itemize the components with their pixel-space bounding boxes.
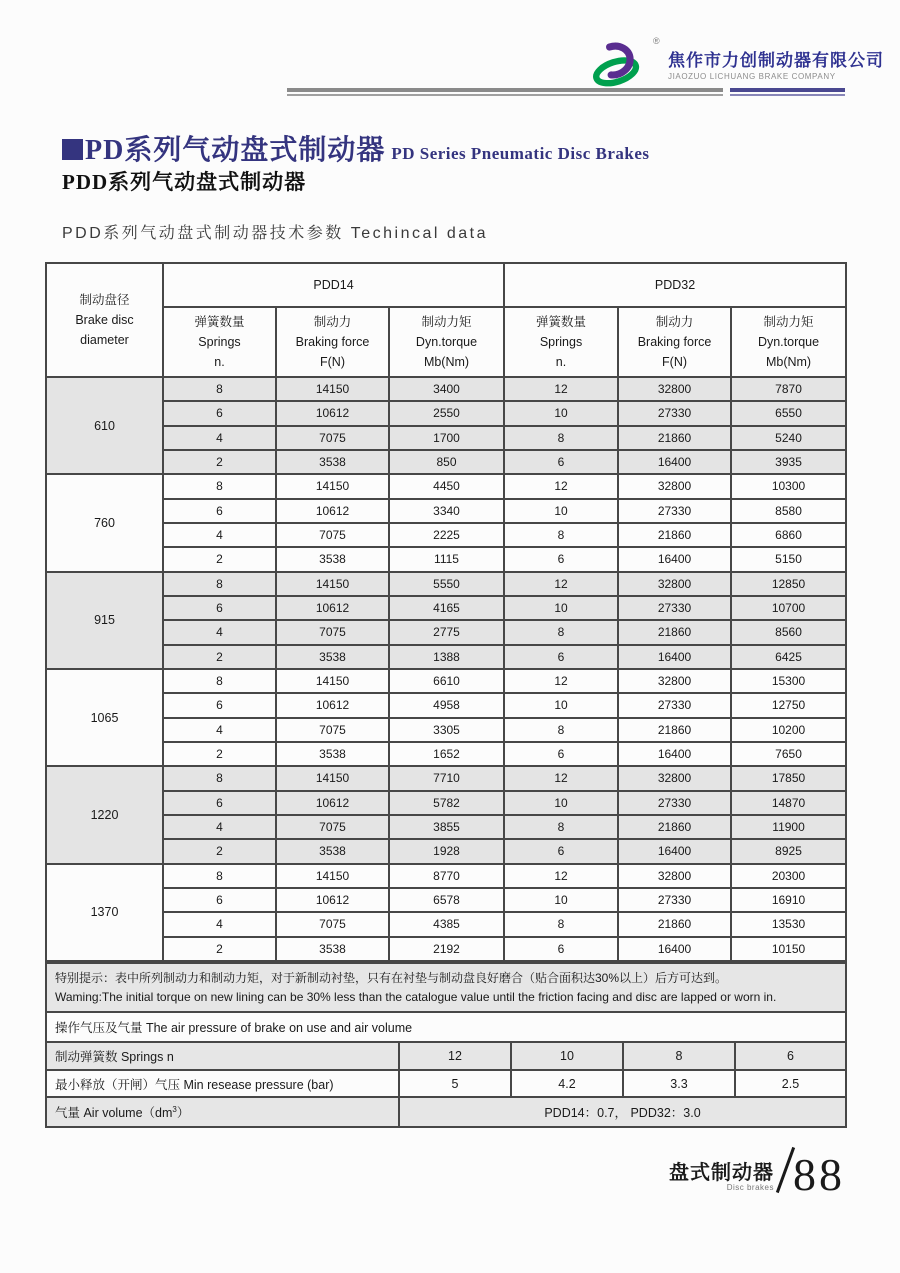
data-cell: 3538 [276,645,389,669]
data-cell: 12 [504,572,618,596]
table-row [46,888,846,912]
data-cell: 21860 [618,718,731,742]
springs-count-value: 8 [623,1042,735,1070]
table-row [46,572,846,596]
springs-count-value: 6 [735,1042,846,1070]
data-cell: 27330 [618,693,731,717]
data-cell: 27330 [618,401,731,425]
data-cell: 8 [163,377,276,401]
data-cell: 4450 [389,474,504,498]
data-cell: 3935 [731,450,846,474]
data-cell: 5782 [389,791,504,815]
data-cell: 16400 [618,450,731,474]
data-cell: 6 [163,791,276,815]
data-cell: 10 [504,401,618,425]
data-cell: 14150 [276,572,389,596]
diameter-header-cn: 制动盘径 [79,293,130,307]
column-header-line: n. [555,355,567,369]
data-cell: 6 [163,499,276,523]
data-cell: 5550 [389,572,504,596]
data-cell: 2 [163,742,276,766]
data-cell: 10200 [731,718,846,742]
notes-and-pressure-table [45,962,847,1128]
data-cell: 8580 [731,499,846,523]
data-cell: 10 [504,693,618,717]
data-cell: 4 [163,815,276,839]
springs-count-value: 12 [399,1042,511,1070]
brake-disc-diameter-cell: 610 [46,377,163,474]
column-header-line: Mb(Nm) [765,355,812,369]
brake-disc-diameter-cell: 915 [46,572,163,669]
company-name-block [668,46,884,81]
data-cell: 32800 [618,474,731,498]
page-number: 88 [793,1148,845,1200]
column-header [276,307,389,377]
data-cell: 14150 [276,474,389,498]
data-cell: 4 [163,912,276,936]
column-header-line: 弹簧数量 [536,315,587,329]
data-cell: 3538 [276,547,389,571]
table-row [46,547,846,571]
data-cell: 4 [163,718,276,742]
column-header-line: Braking force [637,335,712,349]
min-release-pressure-label: 最小释放（开闸）气压 Min resease pressure (bar) [46,1070,399,1097]
column-header-line: 制动力矩 [421,315,472,329]
data-cell: 7075 [276,815,389,839]
table-row [46,474,846,498]
header-divider-navy [730,88,845,96]
table-row [46,499,846,523]
column-header [504,307,618,377]
data-cell: 12 [504,766,618,790]
data-cell: 3538 [276,450,389,474]
table-row [46,815,846,839]
model-header-pdd32: PDD32 [504,263,846,307]
data-cell: 8 [504,815,618,839]
data-cell: 8 [163,864,276,888]
data-cell: 8 [504,718,618,742]
data-cell: 27330 [618,791,731,815]
data-cell: 2550 [389,401,504,425]
air-volume-label-prefix: 气量 Air volume（dm [55,1106,173,1120]
diameter-header-en2: diameter [80,333,129,347]
data-cell: 27330 [618,499,731,523]
data-cell: 4 [163,426,276,450]
data-cell: 6 [163,888,276,912]
data-cell: 16400 [618,937,731,961]
data-cell: 6 [504,937,618,961]
data-cell: 16910 [731,888,846,912]
data-cell: 12 [504,474,618,498]
data-cell: 10612 [276,693,389,717]
data-cell: 13530 [731,912,846,936]
min-release-pressure-value: 5 [399,1070,511,1097]
data-cell: 14870 [731,791,846,815]
footer-label-cn: 盘式制动器 [669,1162,774,1184]
data-cell: 11900 [731,815,846,839]
data-cell: 6 [504,839,618,863]
data-cell: 6 [504,742,618,766]
square-bullet-icon [62,139,83,160]
series-title-en: PD Series Pneumatic Disc Brakes [391,144,650,163]
data-cell: 10 [504,791,618,815]
header-divider-gray [287,88,723,96]
table-row [46,791,846,815]
section-title: PDD系列气动盘式制动器技术参数 Techincal data [62,225,489,242]
table-row [46,450,846,474]
data-cell: 7075 [276,718,389,742]
column-header-line: Springs [539,335,583,349]
data-cell: 5150 [731,547,846,571]
air-volume-label-suffix: ） [176,1106,190,1120]
data-cell: 3538 [276,937,389,961]
springs-count-label: 制动弹簧数 Springs n [46,1042,399,1070]
page-footer [669,1146,845,1200]
data-cell: 32800 [618,669,731,693]
column-header-line: Dyn.torque [415,335,478,349]
data-cell: 8770 [389,864,504,888]
data-cell: 10612 [276,791,389,815]
brake-disc-diameter-cell: 1220 [46,766,163,863]
column-header [618,307,731,377]
column-header-line: F(N) [320,355,345,369]
data-cell: 1928 [389,839,504,863]
column-header [163,307,276,377]
data-cell: 12750 [731,693,846,717]
data-cell: 8 [504,523,618,547]
data-cell: 10612 [276,888,389,912]
series-title [62,128,650,168]
data-cell: 8 [163,766,276,790]
springs-count-value: 10 [511,1042,623,1070]
table-row [46,426,846,450]
footer-label-block [669,1156,774,1194]
company-logo-icon [586,34,658,88]
min-release-pressure-row [46,1070,846,1097]
data-cell: 3305 [389,718,504,742]
table-row [46,912,846,936]
column-header-line: F(N) [662,355,688,369]
column-header-line: n. [214,355,225,369]
data-cell: 1115 [389,547,504,571]
diameter-column-header [46,263,163,377]
data-cell: 10700 [731,596,846,620]
data-cell: 6 [163,693,276,717]
data-cell: 6425 [731,645,846,669]
column-header-line: 制动力 [313,315,352,329]
data-cell: 32800 [618,572,731,596]
data-cell: 16400 [618,742,731,766]
registered-trademark-icon: ® [653,36,660,46]
table-row [46,742,846,766]
table-row [46,693,846,717]
data-cell: 850 [389,450,504,474]
data-cell: 6 [504,547,618,571]
model-title: PDD系列气动盘式制动器 [62,170,307,194]
data-cell: 10300 [731,474,846,498]
column-header-line: 弹簧数量 [194,315,245,329]
data-cell: 4165 [389,596,504,620]
springs-count-row [46,1042,846,1070]
data-cell: 21860 [618,912,731,936]
data-cell: 8 [163,572,276,596]
company-name-cn: 焦作市力创制动器有限公司 [668,51,884,70]
air-volume-row [46,1097,846,1127]
min-release-pressure-value: 3.3 [623,1070,735,1097]
data-cell: 32800 [618,766,731,790]
company-name-en: JIAOZUO LICHUANG BRAKE COMPANY [668,72,836,81]
data-cell: 20300 [731,864,846,888]
data-cell: 2192 [389,937,504,961]
warning-note-cell [46,963,846,1012]
data-cell: 16400 [618,547,731,571]
data-cell: 8 [163,669,276,693]
data-cell: 7075 [276,912,389,936]
data-cell: 8 [504,912,618,936]
data-cell: 6 [504,645,618,669]
model-header-pdd14: PDD14 [163,263,504,307]
data-cell: 16400 [618,645,731,669]
subcolumn-header-row [46,307,846,377]
data-cell: 2 [163,547,276,571]
data-cell: 2225 [389,523,504,547]
data-cell: 14150 [276,864,389,888]
air-volume-label-sup: 3 [172,1104,177,1114]
series-title-cn: PD系列气动盘式制动器 [85,135,386,166]
table-row [46,523,846,547]
data-cell: 6550 [731,401,846,425]
data-cell: 2 [163,839,276,863]
warning-note-cn: 特别提示：表中所列制动力和制动力矩，对于新制动衬垫，只有在衬垫与制动盘良好磨合（贴合面积达30%以上）后方可达到。 [55,970,728,985]
data-cell: 7870 [731,377,846,401]
model-group-header-row [46,263,846,307]
data-cell: 14150 [276,377,389,401]
data-cell: 4958 [389,693,504,717]
table-row [46,596,846,620]
column-header-line: Springs [198,335,241,349]
data-cell: 7075 [276,620,389,644]
data-cell: 21860 [618,815,731,839]
data-cell: 12 [504,377,618,401]
data-cell: 12 [504,669,618,693]
data-cell: 5240 [731,426,846,450]
data-cell: 3340 [389,499,504,523]
data-cell: 3855 [389,815,504,839]
brake-disc-diameter-cell: 760 [46,474,163,571]
column-header [731,307,846,377]
data-cell: 7075 [276,523,389,547]
column-header [389,307,504,377]
data-cell: 10 [504,499,618,523]
table-row [46,937,846,961]
air-pressure-title-row [46,1012,846,1042]
data-cell: 27330 [618,596,731,620]
column-header-line: Dyn.torque [757,335,820,349]
data-cell: 27330 [618,888,731,912]
data-cell: 17850 [731,766,846,790]
brake-disc-diameter-cell: 1065 [46,669,163,766]
table-row [46,839,846,863]
data-cell: 21860 [618,523,731,547]
data-cell: 1388 [389,645,504,669]
data-cell: 6 [163,596,276,620]
data-cell: 14150 [276,669,389,693]
table-row [46,620,846,644]
column-header-line: 制动力矩 [763,315,814,329]
air-volume-value: PDD14：0.7， PDD32：3.0 [399,1097,846,1127]
data-cell: 21860 [618,620,731,644]
min-release-pressure-value: 2.5 [735,1070,846,1097]
data-cell: 10612 [276,596,389,620]
column-header-line: 制动力 [655,315,694,329]
warning-note-row [46,963,846,1012]
data-cell: 2775 [389,620,504,644]
table-row [46,766,846,790]
data-cell: 3538 [276,742,389,766]
technical-data-table [45,262,847,962]
warning-note-en: Waming:The initial torque on new lining can be 30% less than the catalogue value until the friction facing and disc are lapped or worn in. [55,989,777,1004]
data-cell: 2 [163,937,276,961]
data-cell: 8560 [731,620,846,644]
data-cell: 3400 [389,377,504,401]
table-row [46,377,846,401]
table-row [46,645,846,669]
brake-disc-diameter-cell: 1370 [46,864,163,961]
data-cell: 6860 [731,523,846,547]
air-pressure-title-cell: 操作气压及气量 The air pressure of brake on use and air volume [46,1012,846,1042]
data-cell: 2 [163,450,276,474]
data-cell: 4 [163,620,276,644]
table-row [46,401,846,425]
data-cell: 21860 [618,426,731,450]
data-cell: 8 [504,620,618,644]
data-cell: 14150 [276,766,389,790]
data-cell: 6 [504,450,618,474]
data-cell: 1652 [389,742,504,766]
column-header-line: Mb(Nm) [423,355,470,369]
min-release-pressure-value: 4.2 [511,1070,623,1097]
data-cell: 12850 [731,572,846,596]
data-cell: 8 [163,474,276,498]
data-cell: 4 [163,523,276,547]
table-row [46,718,846,742]
data-cell: 15300 [731,669,846,693]
data-cell: 10 [504,596,618,620]
data-cell: 32800 [618,864,731,888]
data-cell: 16400 [618,839,731,863]
data-cell: 4385 [389,912,504,936]
data-cell: 1700 [389,426,504,450]
footer-label-en: Disc brakes [726,1183,774,1192]
data-cell: 10612 [276,499,389,523]
data-cell: 8925 [731,839,846,863]
data-cell: 8 [504,426,618,450]
data-cell: 7075 [276,426,389,450]
data-cell: 32800 [618,377,731,401]
data-cell: 12 [504,864,618,888]
data-cell: 6610 [389,669,504,693]
header-divider [287,88,845,96]
data-cell: 3538 [276,839,389,863]
table-row [46,864,846,888]
data-cell: 7650 [731,742,846,766]
diameter-header-en1: Brake disc [75,313,134,327]
data-cell: 10 [504,888,618,912]
data-cell: 6 [163,401,276,425]
data-cell: 10612 [276,401,389,425]
data-cell: 6578 [389,888,504,912]
data-cell: 2 [163,645,276,669]
data-cell: 10150 [731,937,846,961]
data-cell: 7710 [389,766,504,790]
air-volume-label [46,1097,399,1127]
column-header-line: Braking force [295,335,370,349]
table-row [46,669,846,693]
